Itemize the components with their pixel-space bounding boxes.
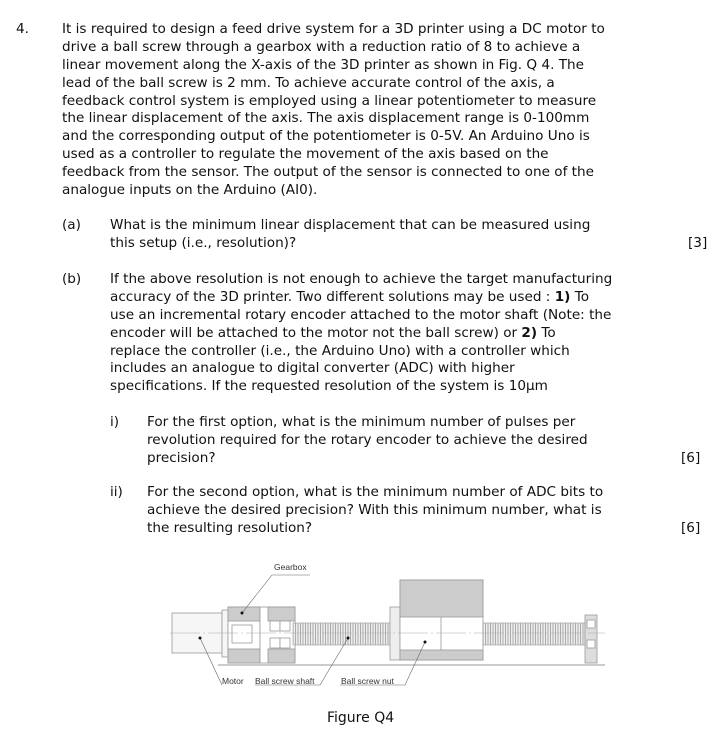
text-line: lead of the ball screw is 2 mm. To achieve accurate control of the axis, a (62, 74, 555, 91)
sub-i-marks: [6] (681, 450, 701, 466)
text-line: feedback from the sensor. The output of the sensor is connected to one of the (62, 164, 594, 181)
gearbox (228, 607, 295, 663)
text-line (110, 289, 612, 307)
text-line: What is the minimum linear displacement that can be measured using (110, 217, 591, 233)
sub-ii-label: ii) (110, 484, 123, 500)
text-line: specifications. If the requested resolution of the system is 10µm (110, 378, 548, 395)
figure-caption: Figure Q4 (327, 710, 395, 726)
text-line: use an incremental rotary encoder attached to the motor shaft (Note: the (110, 306, 612, 323)
option-2-marker: 2) (521, 324, 538, 341)
sub-ii-marks: [6] (681, 520, 701, 536)
text-line (110, 325, 612, 343)
shaft-label: Ball screw shaft (255, 676, 315, 686)
text-line: precision? (147, 449, 216, 466)
text-line: revolution required for the rotary encoder to achieve the desired (147, 431, 588, 448)
question-number: 4. (16, 21, 29, 37)
text-segment: accuracy of the 3D printer. Two different solutions may be used : (110, 288, 555, 305)
question-intro (62, 21, 605, 200)
part-a-text (110, 217, 590, 253)
text-segment: encoder will be attached to the motor not the ball screw) or (110, 324, 522, 341)
sub-i-text (147, 414, 588, 468)
feed-drive-figure (160, 550, 620, 700)
text-line: It is required to design a feed drive system for a 3D printer using a DC motor to (62, 21, 605, 37)
text-line: For the second option, what is the minimum number of ADC bits to (147, 484, 604, 500)
part-a-marks: [3] (688, 235, 708, 251)
ball-screw-shaft (293, 623, 390, 645)
ball-screw-nut (390, 580, 483, 660)
text-line: feedback control system is employed using a linear potentiometer to measure (62, 92, 597, 109)
nut-label: Ball screw nut (341, 676, 394, 686)
text-line: If the above resolution is not enough to achieve the target manufacturing (110, 271, 613, 287)
text-segment: To (537, 324, 556, 341)
text-segment: To (570, 288, 590, 305)
sub-i-label: i) (110, 414, 120, 430)
text-line: replace the controller (i.e., the Arduino Uno) with a controller which (110, 342, 570, 359)
text-line: the linear displacement of the axis. The axis displacement range is 0-100mm (62, 110, 590, 127)
part-a-label: (a) (62, 217, 81, 233)
text-line: this setup (i.e., resolution)? (110, 234, 297, 251)
text-line: For the first option, what is the minimum number of pulses per (147, 414, 576, 430)
text-line: analogue inputs on the Arduino (AI0). (62, 182, 318, 199)
part-b-label: (b) (62, 271, 82, 287)
text-line: the resulting resolution? (147, 519, 313, 536)
part-b-text (110, 271, 612, 396)
text-line: includes an analogue to digital converter (ADC) with higher (110, 360, 515, 377)
text-line: and the corresponding output of the potentiometer is 0-5V. An Arduino Uno is (62, 128, 590, 145)
motor (172, 610, 228, 657)
text-line: drive a ball screw through a gearbox with a reduction ratio of 8 to achieve a (62, 38, 581, 55)
sub-ii-text (147, 484, 603, 538)
gearbox-label: Gearbox (274, 562, 307, 572)
motor-label: Motor (222, 676, 244, 686)
option-1-marker: 1) (554, 288, 571, 305)
ball-screw-shaft-end (483, 623, 585, 645)
text-line: linear movement along the X-axis of the 3D printer as shown in Fig. Q 4. The (62, 56, 585, 73)
text-line: used as a controller to regulate the movement of the axis based on the (62, 146, 549, 163)
text-line: achieve the desired precision? With this minimum number, what is (147, 501, 602, 518)
end-bearing (585, 615, 597, 663)
